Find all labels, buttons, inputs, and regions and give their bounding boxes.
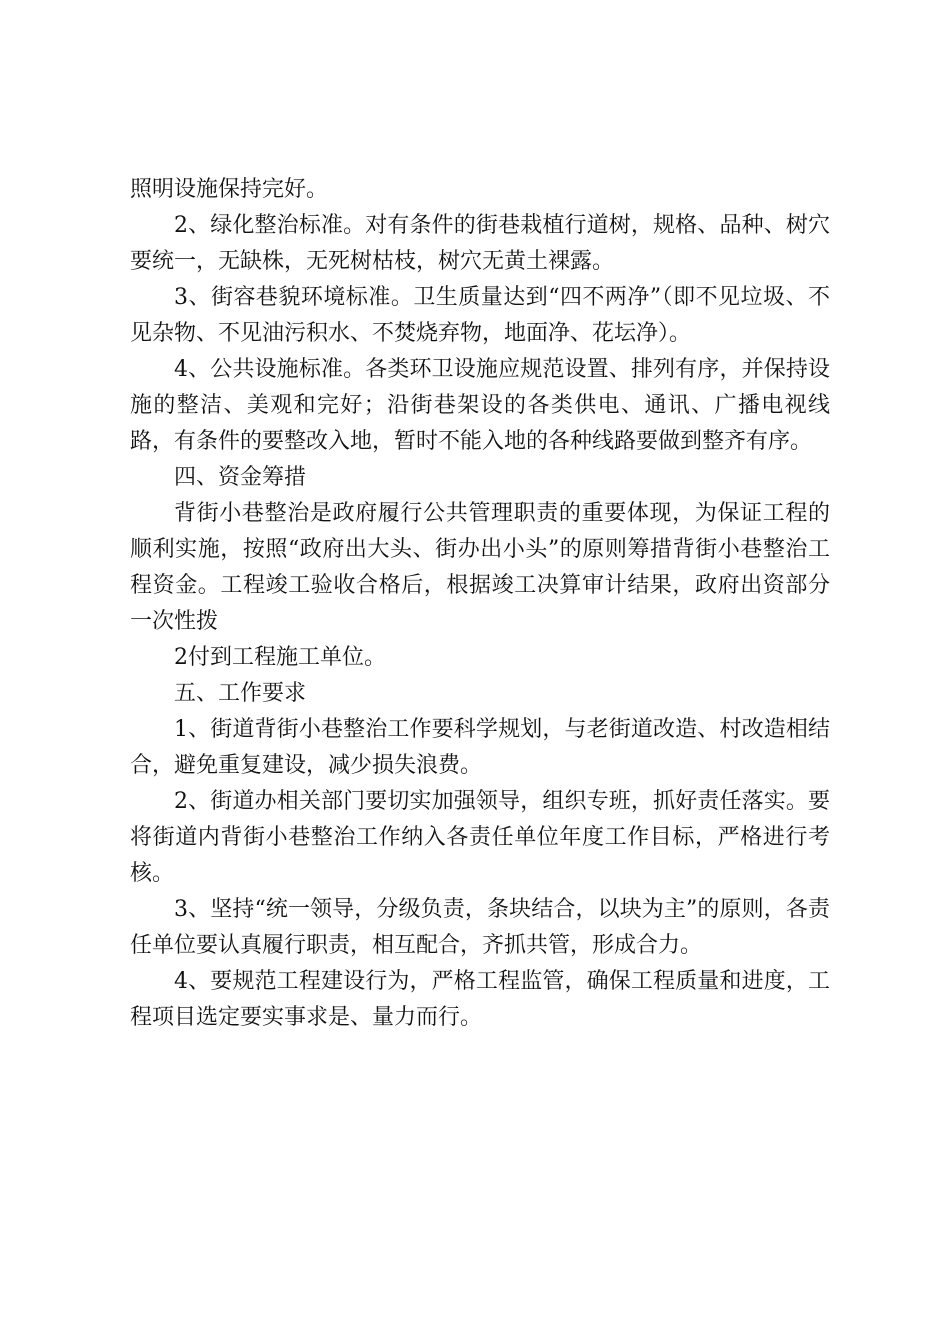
paragraph-requirement-4: 4、要规范工程建设行为，严格工程监管，确保工程质量和进度，工程项目选定要实事求是、量力而行。 [130, 969, 830, 1030]
paragraph-public-facilities-standard: 4、公共设施标准。各类环卫设施应规范设置、排列有序，并保持设施的整洁、美观和完好；沿街巷架设的各类供电、通讯、广播电视线路，有条件的要整改入地，暂时不能入地的各种线路要做到整齐有序。 [130, 357, 830, 454]
paragraph-funding: 背街小巷整治是政府履行公共管理职责的重要体现，为保证工程的顺利实施，按照“政府出大头、街办出小头”的原则筹措背街小巷整治工程资金。工程竣工验收合格后，根据竣工决算审计结果，政府出资部分一次性拨 [130, 501, 830, 634]
paragraph-requirement-1: 1、街道背街小巷整治工作要科学规划，与老街道改造、村改造相结合，避免重复建设，减少损失浪费。 [130, 717, 830, 778]
paragraph-requirement-3: 3、坚持“统一领导，分级负责，条块结合，以块为主”的原则，各责任单位要认真履行职责，相互配合，齐抓共管，形成合力。 [130, 897, 830, 958]
paragraph-street-environment-standard: 3、街容巷貌环境标准。卫生质量达到“四不两净”（即不见垃圾、不见杂物、不见油污积水、不焚烧弃物，地面净、花坛净）。 [130, 285, 830, 346]
section-heading-funding: 四、资金筹措 [174, 465, 307, 490]
document-body [130, 172, 830, 1036]
paragraph-requirement-2: 2、街道办相关部门要切实加强领导，组织专班，抓好责任落实。要将街道内背街小巷整治工作纳入各责任单位年度工作目标，严格进行考核。 [130, 789, 830, 886]
section-heading-requirements: 五、工作要求 [174, 681, 307, 706]
paragraph-lighting-continued: 照明设施保持完好。 [130, 177, 329, 202]
paragraph-funding-continued: 2付到工程施工单位。 [174, 645, 386, 670]
paragraph-greening-standard: 2、绿化整治标准。对有条件的街巷栽植行道树，规格、品种、树穴要统一，无缺株，无死树枯枝，树穴无黄土裸露。 [130, 213, 830, 274]
